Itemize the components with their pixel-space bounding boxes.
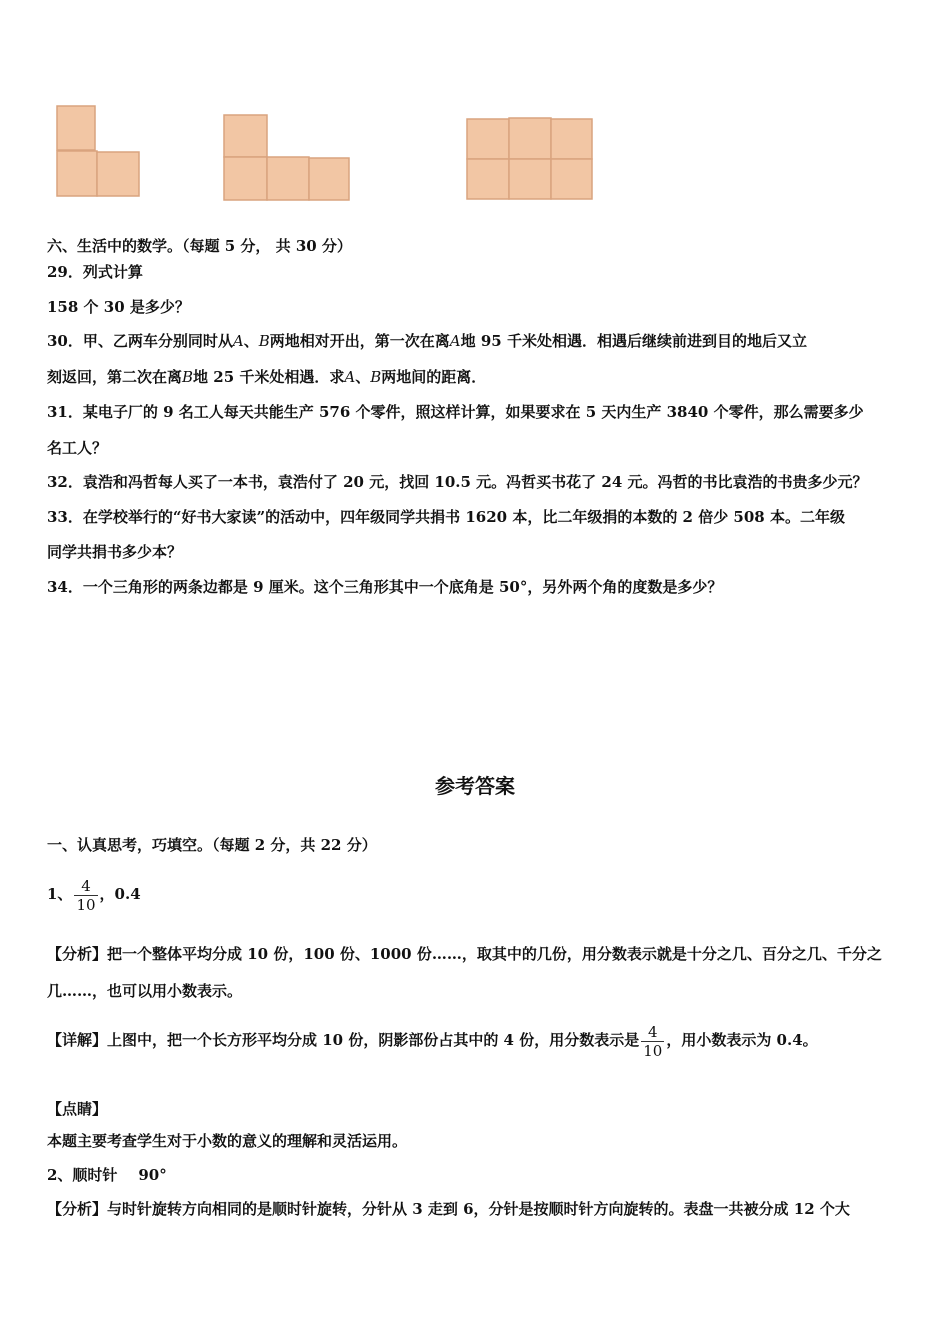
tile — [551, 159, 592, 199]
answer1-point-text: 本题主要考查学生对于小数的意义的理解和灵活运用。 — [47, 1132, 408, 1150]
answer1-point-label: 【点睛】 — [47, 1100, 108, 1118]
answer-section1-heading: 一、认真思考，巧填空。（每题 2 分，共 22 分） — [47, 836, 377, 854]
tile — [467, 159, 509, 199]
tile — [224, 157, 267, 200]
q29-label: 29．列式计算 — [47, 263, 143, 281]
tile — [57, 106, 95, 150]
answer1-analysis-line2: 几……，也可以用小数表示。 — [47, 982, 243, 1000]
q30-line2: 刻返回，第二次在离B地 25 千米处相遇．求A、B两地间的距离． — [47, 368, 487, 386]
q31-line2: 名工人？ — [47, 439, 108, 457]
section-six-heading: 六、生活中的数学。（每题 5 分， 共 30 分） — [47, 237, 352, 255]
tile — [509, 118, 551, 159]
figure-shape-1 — [55, 104, 145, 200]
q31-line1: 31．某电子厂的 9 名工人每天共能生产 576 个零件，照这样计算，如果要求在 5 天内生产 3840 个零件，那么需要多少 — [47, 403, 864, 421]
figure-shape-3 — [464, 116, 596, 202]
answer2-analysis: 【分析】与时针旋转方向相同的是顺时针旋转，分针从 3 走到 6，分针是按顺时针方向旋转的。表盘一共被分成 12 个大 — [47, 1200, 850, 1218]
q33-line1: 33．在学校举行的“好书大家读”的活动中，四年级同学共捐书 1620 本，比二年级捐的本数的 2 倍少 508 本。二年级 — [47, 508, 845, 526]
answer1-analysis-line1: 【分析】把一个整体平均分成 10 份，100 份、1000 份……，取其中的几份，用分数表示就是十分之几、百分之几、千分之 — [47, 945, 882, 963]
tile — [57, 151, 97, 196]
tile — [467, 119, 509, 159]
answer1-line: 1、 $\frac{4}{10}$ ，0.4 — [47, 876, 141, 914]
q29-text: 158 个 30 是多少？ — [47, 298, 190, 316]
tile — [509, 159, 551, 199]
tile — [224, 115, 267, 157]
q30-line1: 30．甲、乙两车分别同时从A、B两地相对开出，第一次在离A地 95 千米处相遇．相遇后继续前进到目的地后又立 — [47, 332, 807, 350]
q32-text: 32．袁浩和冯哲每人买了一本书，袁浩付了 20 元，找回 10.5 元。冯哲买书花了 24 元。冯哲的书比袁浩的书贵多少元？ — [47, 473, 868, 491]
figure-shape-2 — [221, 113, 353, 203]
answer1-detail-line: 【详解】上图中，把一个长方形平均分成 10 份，阴影部份占其中的 4 份，用分数表示是 $\frac{4}{10}$ ，用小数表示为 0.4。 — [47, 1022, 818, 1060]
answer-title: 参考答案 — [435, 774, 515, 798]
tile — [309, 158, 349, 200]
tile — [97, 152, 139, 196]
q33-line2: 同学共捐书多少本？ — [47, 543, 183, 561]
fraction-4-10-detail: $\frac{4}{10}$ — [643, 1022, 663, 1060]
answer2-line: 2、顺时针 90° — [47, 1166, 167, 1184]
fraction-4-10: $\frac{4}{10}$ — [76, 876, 96, 914]
q34-text: 34．一个三角形的两条边都是 9 厘米。这个三角形其中一个底角是 50°，另外两个角的度数是多少？ — [47, 578, 723, 596]
tile — [267, 157, 309, 200]
tile — [551, 119, 592, 159]
